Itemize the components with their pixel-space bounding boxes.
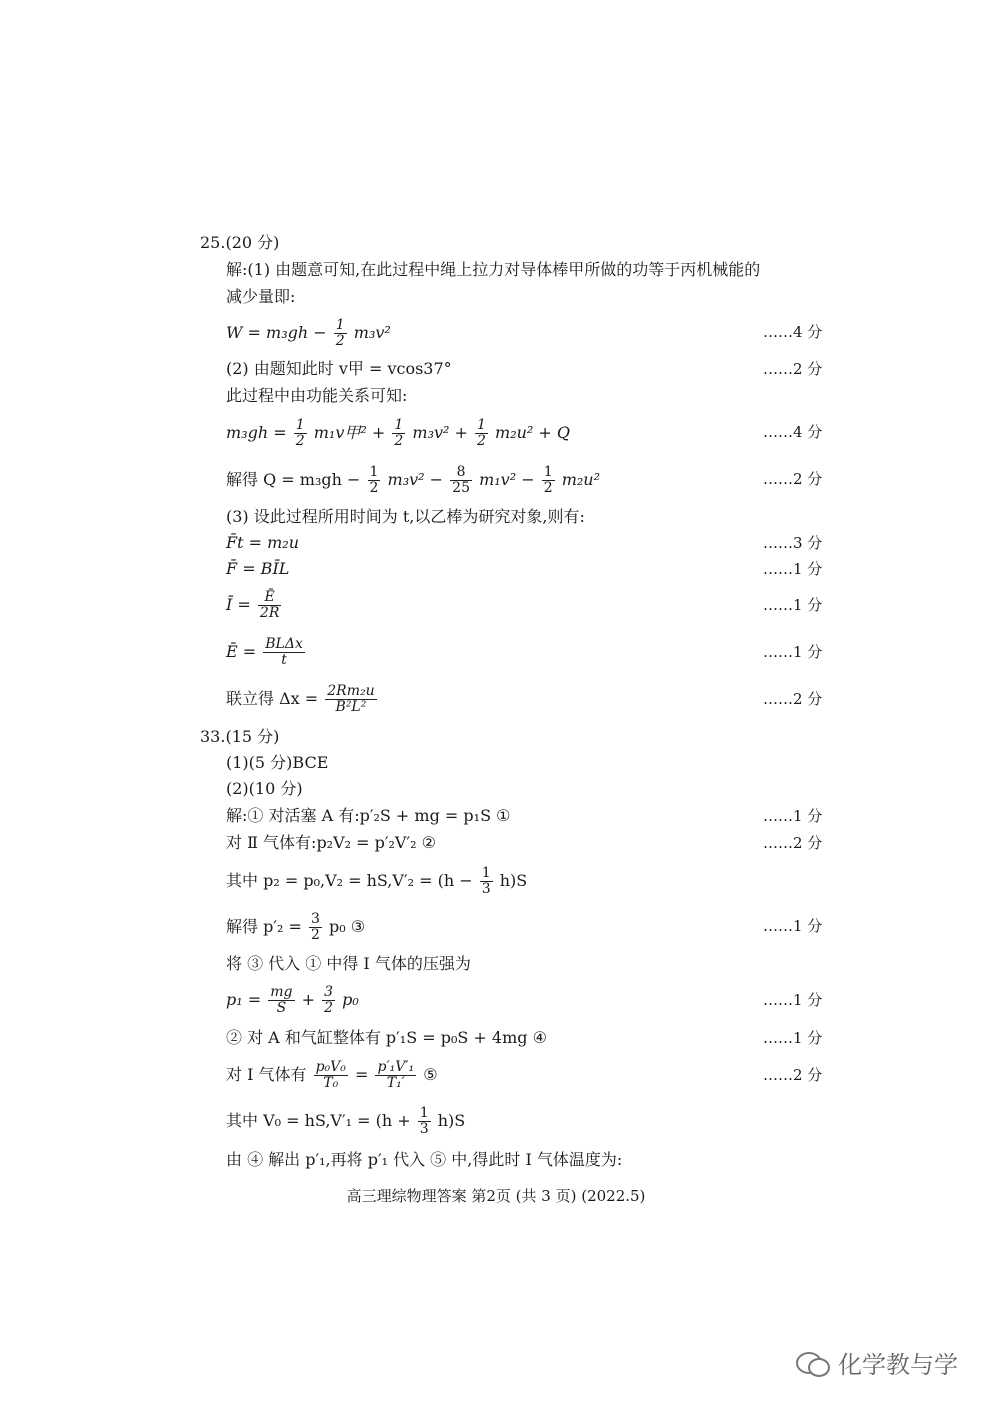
q33-line-9: 其中 V₀ = hS,V′₁ = (h + $\frac{1}{3}$ h)S <box>226 1105 466 1137</box>
q33-score-2: ……2 分 <box>763 834 823 852</box>
q33-line-3: 其中 p₂ = p₀,V₂ = hS,V′₂ = (h − $\frac{1}{3}$ h)S <box>226 865 528 897</box>
q25-eq-i: Ī = $\frac{Ē}{2R}$ <box>226 589 280 621</box>
q33-line-4: 解得 p′₂ = $\frac{3}{2}$ p₀ ③ <box>226 911 366 943</box>
page-footer: 高三理综物理答案 第2页 (共 3 页) (2022.5) <box>346 1187 646 1205</box>
q33-heading: 33.(15 分) <box>200 727 280 746</box>
watermark <box>796 1345 958 1380</box>
q33-score-6: ……2 分 <box>763 1066 823 1084</box>
q25-score-2: ……2 分 <box>763 360 823 378</box>
q25-text-4: 此过程中由功能关系可知: <box>226 386 408 405</box>
q25-score-6: ……1 分 <box>763 560 823 578</box>
q33-line-2: 对 Ⅱ 气体有:p₂V₂ = p′₂V′₂ ② <box>226 833 436 852</box>
q33-line-5: 将 ③ 代入 ① 中得 Ⅰ 气体的压强为 <box>226 954 471 973</box>
q33-line-10: 由 ④ 解出 p′₁,再将 p′₁ 代入 ⑤ 中,得此时 Ⅰ 气体温度为: <box>226 1150 623 1169</box>
q25-eq-dx: 联立得 Δx = $\frac{\text{2Rm₂u}}{\text{B²L²}}$ <box>226 683 375 715</box>
wechat-icon <box>796 1350 830 1376</box>
q33-score-5: ……1 分 <box>763 1029 823 1047</box>
q25-eq-q: 解得 Q = m₃gh − $\frac{1}{2}$ m₃v² − $\frac{8}{25}$ m₁v² − $\frac{1}{2}$ m₂u² <box>226 464 601 496</box>
q25-text-5: (3) 设此过程所用时间为 t,以乙棒为研究对象,则有: <box>226 507 585 526</box>
q25-eq-f: F̄ = BĪL <box>226 559 290 578</box>
q33-line-8: 对 Ⅰ 气体有 $\frac{\text{p₀V₀}}{\text{T₀}}$ = $\frac{\text{p′₁V′₁}}{\text{T₁′}}$ ⑤ <box>226 1059 438 1091</box>
q25-text-1: 解:(1) 由题意可知,在此过程中绳上拉力对导体棒甲所做的功等于丙机械能的 <box>226 260 761 279</box>
q25-eq-e: Ē = $\frac{\text{BLΔx}}{t}$ <box>226 636 303 668</box>
q25-eq-energy: m₃gh = $\frac{1}{2}$ m₁v甲² + $\frac{1}{2}$ m₃v² + $\frac{1}{2}$ m₂u² + Q <box>226 417 571 449</box>
q25-text-3: (2) 由题知此时 v甲 = vcos37° <box>226 359 452 378</box>
q25-score-4: ……2 分 <box>763 470 823 488</box>
q25-score-9: ……2 分 <box>763 690 823 708</box>
q25-score-1: ……4 分 <box>763 323 823 341</box>
watermark-text: 化学教与学 <box>838 1351 958 1379</box>
q25-score-8: ……1 分 <box>763 643 823 661</box>
q25-score-5: ……3 分 <box>763 534 823 552</box>
q25-heading: 25.(20 分) <box>200 233 280 252</box>
q33-line-6: p₁ = $\frac{mg}{S}$ + $\frac{3}{2}$ p₀ <box>226 984 359 1016</box>
q33-line-1: 解:① 对活塞 A 有:p′₂S + mg = p₁S ① <box>226 806 511 825</box>
q33-line-7: ② 对 A 和气缸整体有 p′₁S = p₀S + 4mg ④ <box>226 1028 547 1047</box>
q25-eq-ft: F̄t = m₂u <box>226 533 299 552</box>
q25-score-7: ……1 分 <box>763 596 823 614</box>
q33-score-4: ……1 分 <box>763 991 823 1009</box>
q33-part-2: (2)(10 分) <box>226 779 303 798</box>
q25-eq-work: W = m₃gh − $\frac{1}{2}$ m₃v² <box>226 317 391 349</box>
q33-score-1: ……1 分 <box>763 807 823 825</box>
q25-score-3: ……4 分 <box>763 423 823 441</box>
q33-part-1: (1)(5 分)BCE <box>226 753 329 772</box>
q25-text-2: 减少量即: <box>226 287 296 306</box>
q33-score-3: ……1 分 <box>763 917 823 935</box>
